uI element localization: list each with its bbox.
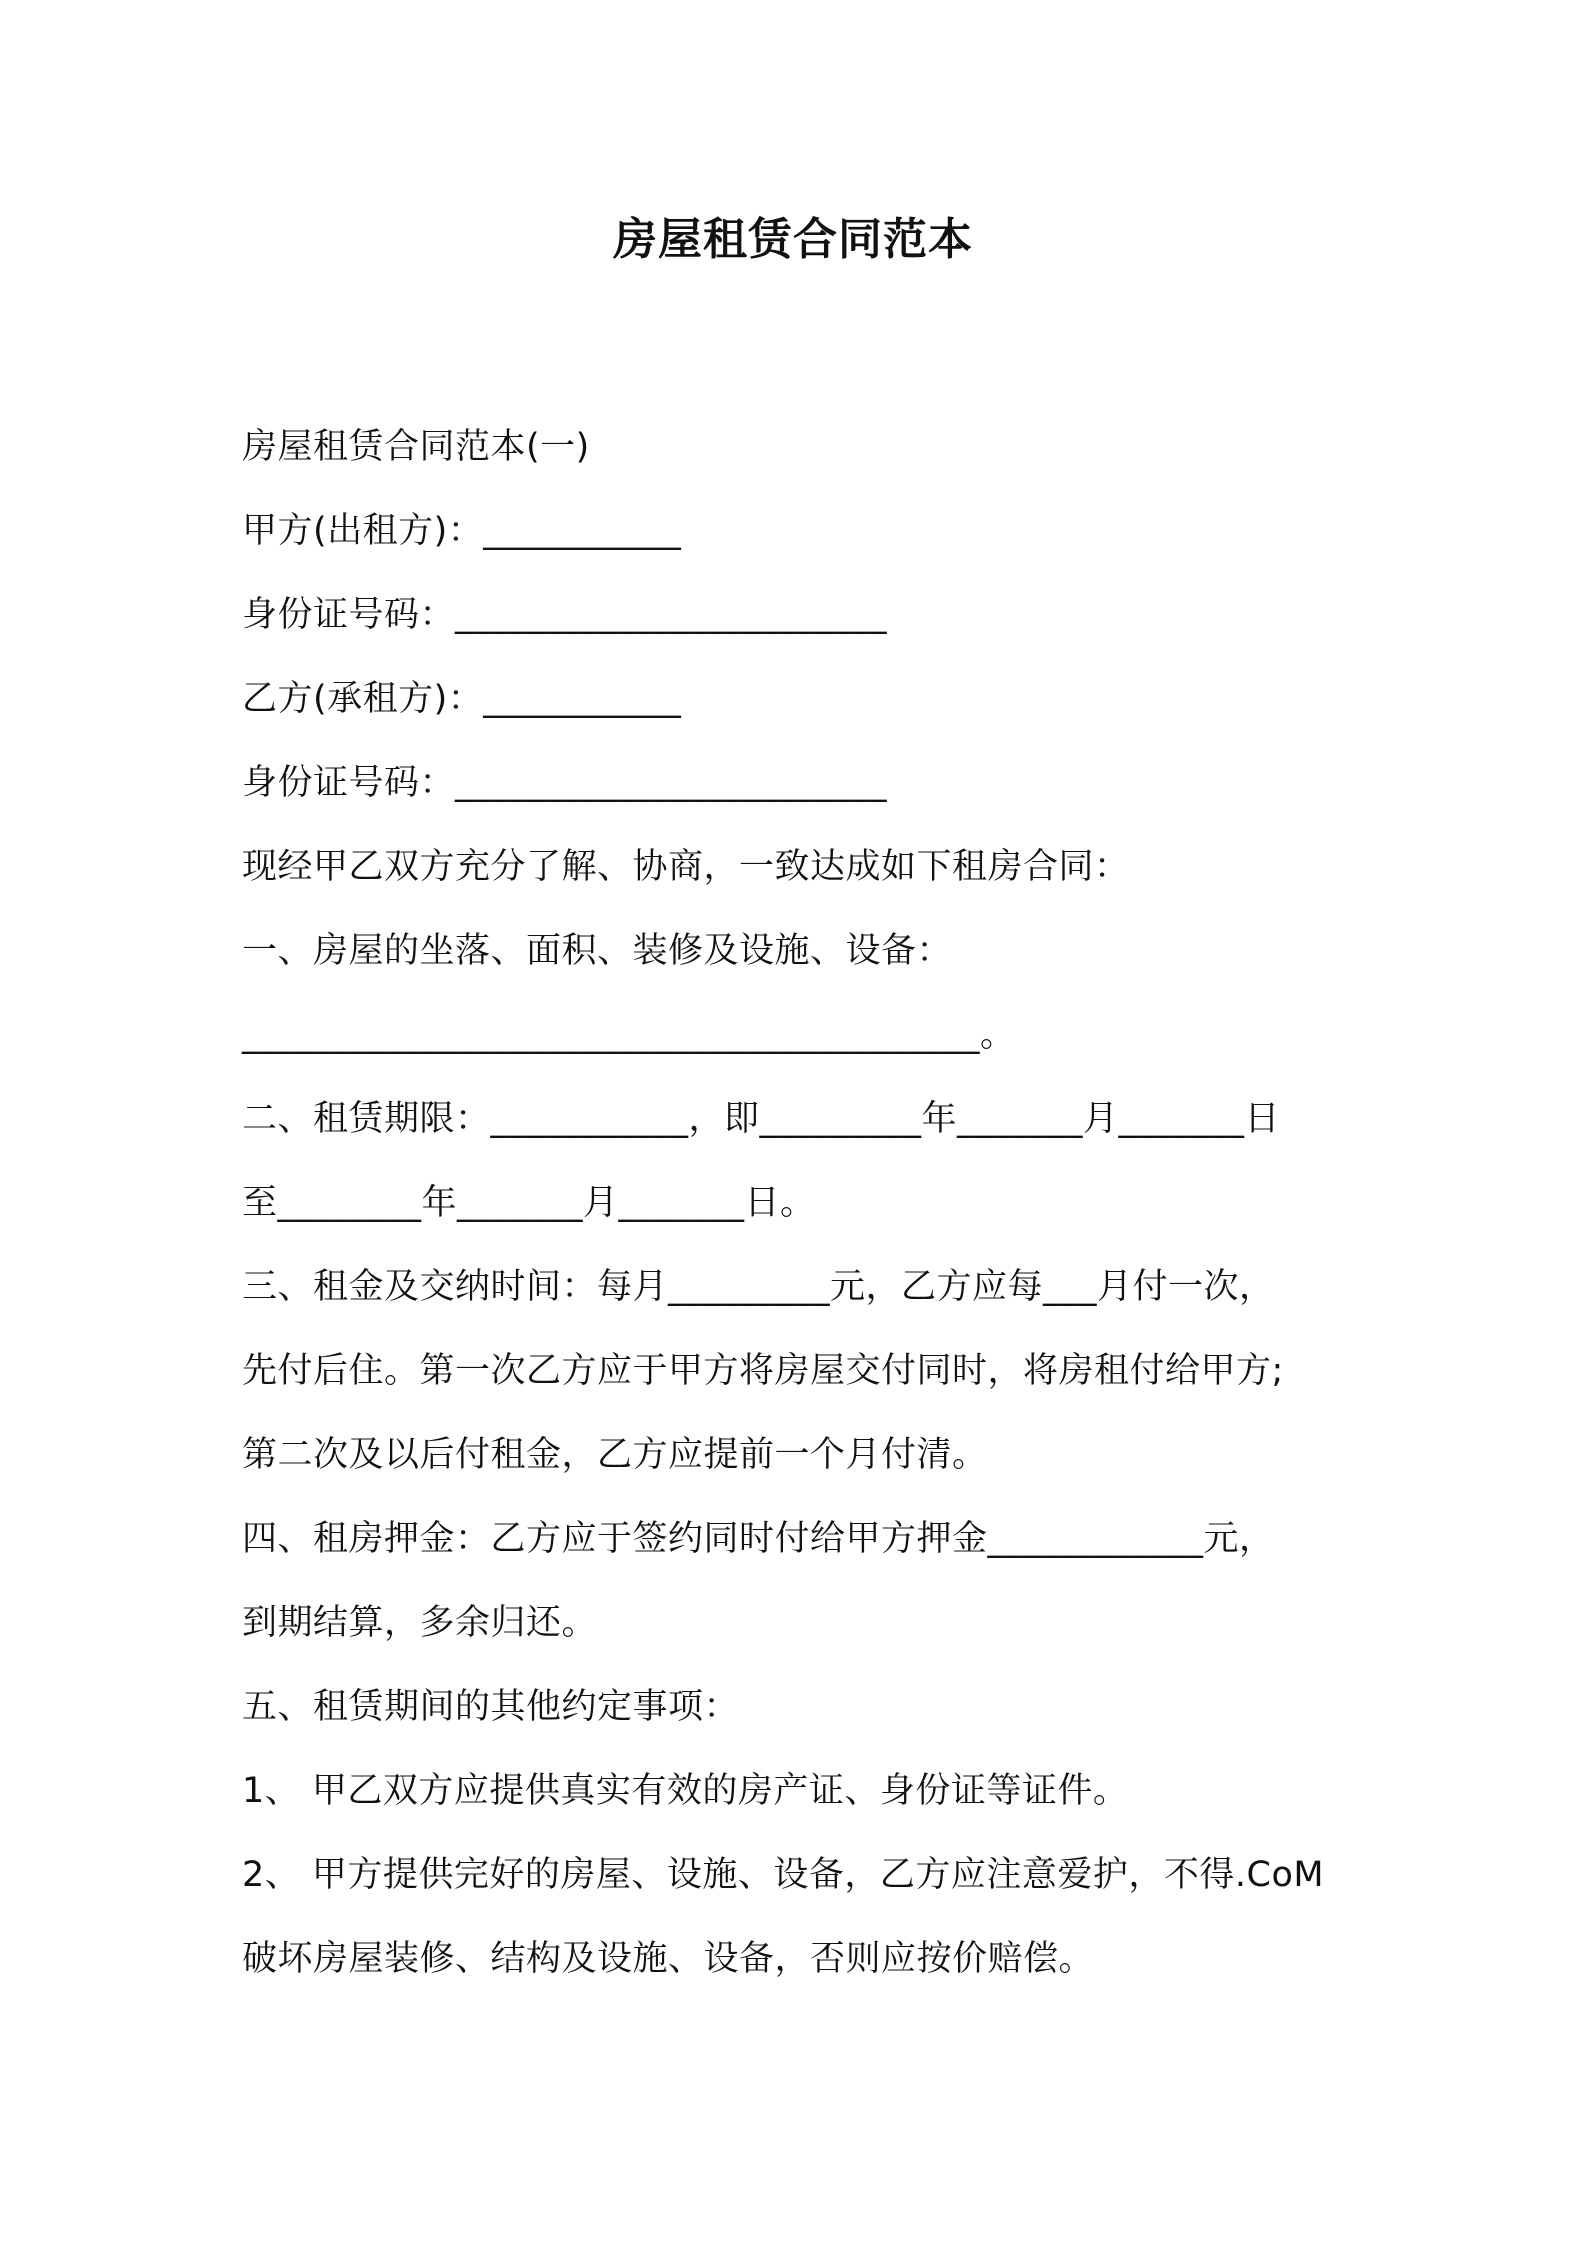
clause-1-blank: _________________________________________。	[242, 1015, 1016, 1055]
agreement-intro: 现经甲乙双方充分了解、协商，一致达成如下租房合同：	[242, 847, 1130, 887]
clause-5-heading: 五、租赁期间的其他约定事项：	[242, 1687, 740, 1727]
document-title: 房屋租赁合同范本	[613, 214, 973, 265]
clause-5-item-2-line-1: 2、 甲方提供完好的房屋、设施、设备，乙方应注意爱护，不得.CoM	[242, 1855, 1325, 1895]
party-b-field: 乙方(承租方)：___________	[242, 679, 682, 719]
section-heading: 房屋租赁合同范本(一)	[242, 427, 590, 467]
clause-3-line-2: 先付后住。第一次乙方应于甲方将房屋交付同时，将房租付给甲方;	[242, 1351, 1284, 1391]
clause-5-item-1: 1、 甲乙双方应提供真实有效的房产证、身份证等证件。	[242, 1771, 1129, 1811]
clause-1-heading: 一、房屋的坐落、面积、装修及设施、设备：	[242, 931, 953, 971]
clause-4-line-1: 四、租房押金：乙方应于签约同时付给甲方押金____________元，	[242, 1519, 1275, 1559]
clause-2-line-1: 二、租赁期限：___________，即_________年_______月_______日	[242, 1099, 1281, 1139]
clause-5-item-2-line-2: 破坏房屋装修、结构及设施、设备，否则应按价赔偿。	[242, 1939, 1095, 1979]
clause-3-line-1: 三、租金及交纳时间：每月_________元，乙方应每___月付一次，	[242, 1267, 1275, 1307]
clause-2-line-2: 至________年_______月_______日。	[242, 1183, 816, 1223]
party-b-id-field: 身份证号码：________________________	[242, 763, 888, 803]
document-body	[242, 405, 1402, 2001]
clause-3-line-3: 第二次及以后付租金，乙方应提前一个月付清。	[242, 1435, 988, 1475]
clause-4-line-2: 到期结算，多余归还。	[242, 1603, 598, 1643]
party-a-field: 甲方(出租方)：___________	[242, 511, 682, 551]
party-a-id-field: 身份证号码：________________________	[242, 595, 888, 635]
